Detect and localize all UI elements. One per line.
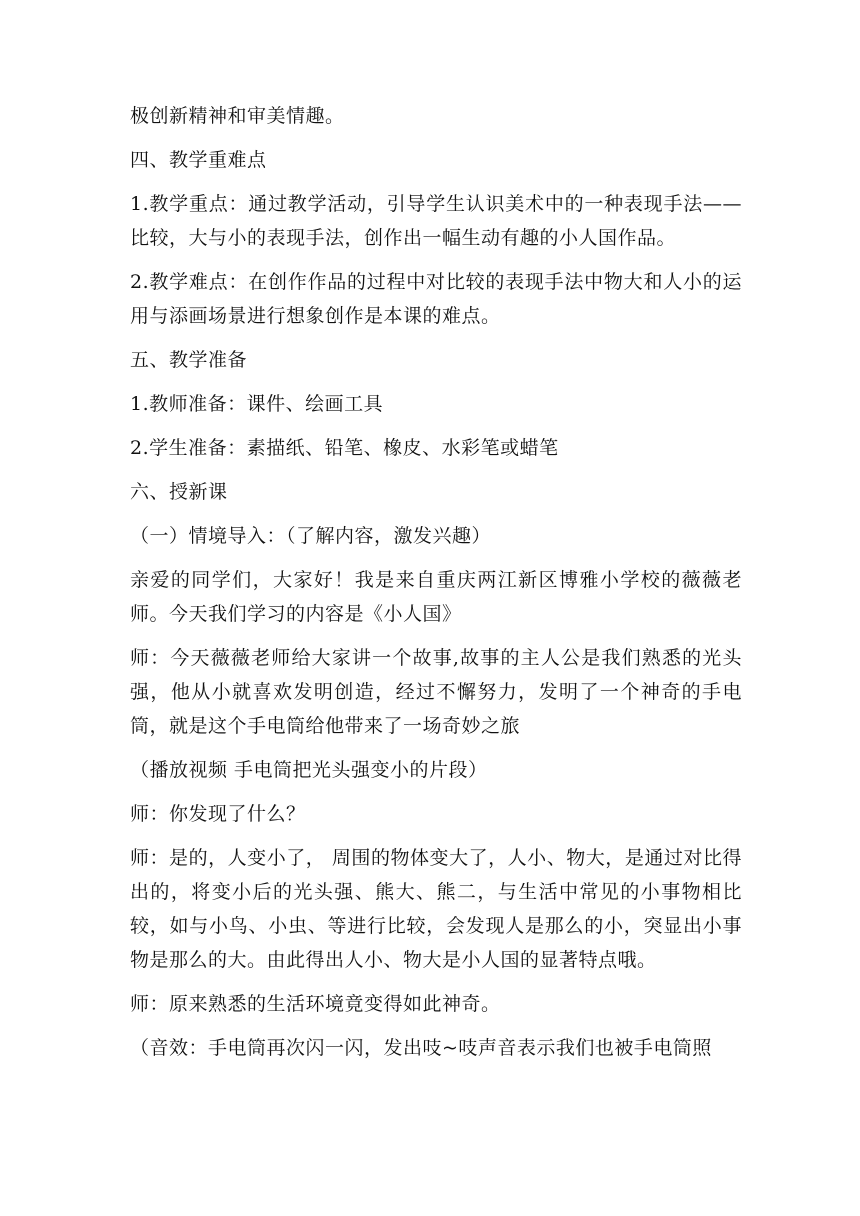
section-heading-new-lesson: 六、授新课 bbox=[130, 481, 228, 503]
paragraph-explanation: 师：是的，人变小了， 周围的物体变大了，人小、物大，是通过对比得出的，将变小后的光头强、熊大、熊二，与生活中常见的小事物相比较，如与小鸟、小虫、等进行比较，会发现人是那么的小，突显出小事物是那么的大。由此得出人小、物大是小人国的显著特点哦。 bbox=[130, 847, 742, 971]
paragraph-continuation: 极创新精神和审美情趣。 bbox=[130, 105, 345, 127]
paragraph-remark: 师：原来熟悉的生活环境竟变得如此神奇。 bbox=[130, 993, 501, 1015]
paragraph-question: 师：你发现了什么？ bbox=[130, 803, 306, 825]
paragraph-teaching-difficulty: 2.教学难点：在创作作品的过程中对比较的表现手法中物大和人小的运用与添画场景进行想象创作是本课的难点。 bbox=[130, 271, 742, 327]
section-heading-key-points: 四、教学重难点 bbox=[130, 149, 267, 171]
paragraph-story: 师：今天薇薇老师给大家讲一个故事,故事的主人公是我们熟悉的光头强，他从小就喜欢发明创造，经过不懈努力，发明了一个神奇的手电筒，就是这个手电筒给他带来了一场奇妙之旅 bbox=[130, 647, 742, 737]
section-heading-preparation: 五、教学准备 bbox=[130, 349, 248, 371]
paragraph-teacher-preparation: 1.教师准备：课件、绘画工具 bbox=[130, 393, 384, 415]
paragraph-student-preparation: 2.学生准备：素描纸、铅笔、橡皮、水彩笔或蜡笔 bbox=[130, 437, 559, 459]
subheading-introduction: （一）情境导入：（了解内容，激发兴趣） bbox=[130, 525, 492, 547]
paragraph-greeting: 亲爱的同学们，大家好！我是来自重庆两江新区博雅小学校的薇薇老师。今天我们学习的内容是《小人国》 bbox=[130, 569, 742, 625]
paragraph-video-note: （播放视频 手电筒把光头强变小的片段） bbox=[130, 759, 488, 781]
paragraph-sound-effect: （音效：手电筒再次闪一闪，发出吱~吱声音表示我们也被手电筒照 bbox=[130, 1037, 712, 1059]
document-body bbox=[130, 99, 742, 1075]
paragraph-teaching-focus: 1.教学重点：通过教学活动，引导学生认识美术中的一种表现手法——比较，大与小的表现手法，创作出一幅生动有趣的小人国作品。 bbox=[130, 193, 742, 249]
